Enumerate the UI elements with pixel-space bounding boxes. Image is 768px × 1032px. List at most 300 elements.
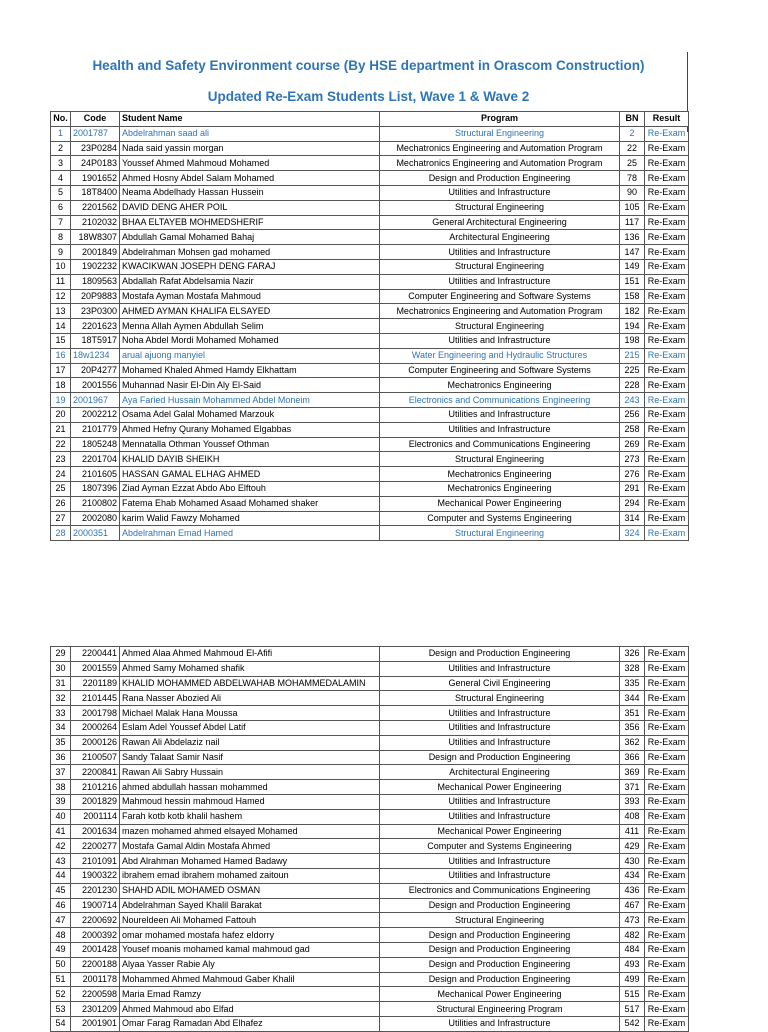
student-code-cell: 1809563 xyxy=(71,274,120,289)
row-number-cell: 28 xyxy=(51,526,71,541)
student-name-cell: Aya Faried Hussain Mohammed Abdel Moneim xyxy=(120,393,380,408)
row-number-cell: 6 xyxy=(51,200,71,215)
result-cell: Re-Exam xyxy=(645,348,689,363)
program-cell: Computer and Systems Engineering xyxy=(380,511,620,526)
result-cell: Re-Exam xyxy=(645,378,689,393)
program-cell: Mechatronics Engineering and Automation Program xyxy=(380,156,620,171)
row-number-cell: 10 xyxy=(51,259,71,274)
student-name-cell: BHAA ELTAYEB MOHMEDSHERIF xyxy=(120,215,380,230)
row-number-cell: 15 xyxy=(51,333,71,348)
student-code-cell: 2201189 xyxy=(71,676,120,691)
table-row xyxy=(51,809,689,824)
result-cell: Re-Exam xyxy=(645,839,689,854)
table-row xyxy=(51,319,689,334)
row-number-cell: 31 xyxy=(51,676,71,691)
student-name-cell: Abd Alrahman Mohamed Hamed Badawy xyxy=(120,854,380,869)
student-name-cell: Ahmed Mahmoud abo Elfad xyxy=(120,1002,380,1017)
result-cell: Re-Exam xyxy=(645,156,689,171)
row-number-cell: 14 xyxy=(51,319,71,334)
bn-number-cell: 25 xyxy=(620,156,645,171)
result-cell: Re-Exam xyxy=(645,987,689,1002)
program-cell: Utilities and Infrastructure xyxy=(380,274,620,289)
student-name-cell: Menna Allah Aymen Abdullah Selim xyxy=(120,319,380,334)
table-row xyxy=(51,957,689,972)
bn-number-cell: 326 xyxy=(620,647,645,662)
program-cell: Computer Engineering and Software Systems xyxy=(380,363,620,378)
row-number-cell: 19 xyxy=(51,393,71,408)
bn-number-cell: 147 xyxy=(620,245,645,260)
result-cell: Re-Exam xyxy=(645,913,689,928)
page-title: Health and Safety Environment course (By HSE department in Orascom Construction) xyxy=(92,58,645,73)
student-name-cell: Noureldeen Ali Mohamed Fattouh xyxy=(120,913,380,928)
program-cell: Design and Production Engineering xyxy=(380,171,620,186)
student-code-cell: 2201230 xyxy=(71,883,120,898)
program-cell: Mechatronics Engineering xyxy=(380,467,620,482)
result-cell: Re-Exam xyxy=(645,393,689,408)
bn-number-cell: 294 xyxy=(620,496,645,511)
table-row xyxy=(51,407,689,422)
bn-number-cell: 335 xyxy=(620,676,645,691)
row-number-cell: 30 xyxy=(51,661,71,676)
program-cell: Structural Engineering xyxy=(380,452,620,467)
student-name-cell: Mennatalla Othman Youssef Othman xyxy=(120,437,380,452)
row-number-cell: 2 xyxy=(51,141,71,156)
student-name-cell: ibrahem emad ibrahem mohamed zaitoun xyxy=(120,868,380,883)
bn-number-cell: 158 xyxy=(620,289,645,304)
student-name-cell: Youssef Ahmed Mahmoud Mohamed xyxy=(120,156,380,171)
result-cell: Re-Exam xyxy=(645,706,689,721)
student-code-cell: 2002080 xyxy=(71,511,120,526)
row-number-cell: 38 xyxy=(51,780,71,795)
student-name-cell: Abdallah Rafat Abdelsamia Nazir xyxy=(120,274,380,289)
table-row xyxy=(51,511,689,526)
program-cell: Mechanical Power Engineering xyxy=(380,987,620,1002)
table-row xyxy=(51,676,689,691)
table-row xyxy=(51,913,689,928)
bn-number-cell: 393 xyxy=(620,794,645,809)
bn-number-cell: 467 xyxy=(620,898,645,913)
result-cell: Re-Exam xyxy=(645,854,689,869)
student-code-cell: 18T8400 xyxy=(71,185,120,200)
student-name-cell: Abdelrahman Emad Hamed xyxy=(120,526,380,541)
row-number-cell: 21 xyxy=(51,422,71,437)
row-number-cell: 43 xyxy=(51,854,71,869)
result-cell: Re-Exam xyxy=(645,526,689,541)
table-row xyxy=(51,720,689,735)
row-number-cell: 29 xyxy=(51,647,71,662)
row-number-cell: 54 xyxy=(51,1016,71,1031)
row-number-cell: 13 xyxy=(51,304,71,319)
bn-number-cell: 344 xyxy=(620,691,645,706)
program-cell: Design and Production Engineering xyxy=(380,750,620,765)
table-header-row xyxy=(51,112,689,127)
student-name-cell: Mahmoud hessin mahmoud Hamed xyxy=(120,794,380,809)
program-cell: Computer and Systems Engineering xyxy=(380,839,620,854)
student-code-cell: 2001178 xyxy=(71,972,120,987)
student-name-cell: Abdullah Gamal Mohamed Bahaj xyxy=(120,230,380,245)
col-header-result: Result xyxy=(645,112,689,127)
student-name-cell: Neama Abdelhady Hassan Hussein xyxy=(120,185,380,200)
student-name-cell: Rawan Ali Sabry Hussain xyxy=(120,765,380,780)
row-number-cell: 37 xyxy=(51,765,71,780)
student-code-cell: 2200188 xyxy=(71,957,120,972)
student-code-cell: 2000351 xyxy=(71,526,120,541)
table-row xyxy=(51,452,689,467)
student-name-cell: Fatema Ehab Mohamed Asaad Mohamed shaker xyxy=(120,496,380,511)
student-code-cell: 23P0284 xyxy=(71,141,120,156)
student-name-cell: Abdelrahman Sayed Khalil Barakat xyxy=(120,898,380,913)
student-code-cell: 2100507 xyxy=(71,750,120,765)
row-number-cell: 11 xyxy=(51,274,71,289)
bn-number-cell: 484 xyxy=(620,942,645,957)
table-row xyxy=(51,467,689,482)
row-number-cell: 33 xyxy=(51,706,71,721)
student-code-cell: 1807396 xyxy=(71,481,120,496)
col-header-no: No. xyxy=(51,112,71,127)
row-number-cell: 18 xyxy=(51,378,71,393)
table-row xyxy=(51,883,689,898)
program-cell: Structural Engineering xyxy=(380,913,620,928)
program-cell: Utilities and Infrastructure xyxy=(380,706,620,721)
student-name-cell: Ahmed Samy Mohamed shafik xyxy=(120,661,380,676)
result-cell: Re-Exam xyxy=(645,1016,689,1031)
bn-number-cell: 436 xyxy=(620,883,645,898)
bn-number-cell: 225 xyxy=(620,363,645,378)
program-cell: Architectural Engineering xyxy=(380,765,620,780)
table-row xyxy=(51,839,689,854)
student-name-cell: Ahmed Hosny Abdel Salam Mohamed xyxy=(120,171,380,186)
row-number-cell: 20 xyxy=(51,407,71,422)
student-code-cell: 2001849 xyxy=(71,245,120,260)
student-name-cell: Eslam Adel Youssef Abdel Latif xyxy=(120,720,380,735)
program-cell: Architectural Engineering xyxy=(380,230,620,245)
student-name-cell: HASSAN GAMAL ELHAG AHMED xyxy=(120,467,380,482)
student-code-cell: 2000392 xyxy=(71,928,120,943)
table-row xyxy=(51,794,689,809)
program-cell: Utilities and Infrastructure xyxy=(380,407,620,422)
student-name-cell: omar mohamed mostafa hafez eldorry xyxy=(120,928,380,943)
student-name-cell: DAVID DENG AHER POIL xyxy=(120,200,380,215)
bn-number-cell: 22 xyxy=(620,141,645,156)
result-cell: Re-Exam xyxy=(645,319,689,334)
row-number-cell: 42 xyxy=(51,839,71,854)
table-row xyxy=(51,824,689,839)
table-row xyxy=(51,348,689,363)
col-header-program: Program xyxy=(380,112,620,127)
table-row xyxy=(51,765,689,780)
program-cell: Structural Engineering xyxy=(380,526,620,541)
program-cell: Utilities and Infrastructure xyxy=(380,794,620,809)
col-header-bn: BN xyxy=(620,112,645,127)
row-number-cell: 3 xyxy=(51,156,71,171)
table-row xyxy=(51,126,689,141)
bn-number-cell: 542 xyxy=(620,1016,645,1031)
table-row xyxy=(51,942,689,957)
program-cell: Utilities and Infrastructure xyxy=(380,422,620,437)
program-cell: Computer Engineering and Software Systems xyxy=(380,289,620,304)
program-cell: Electronics and Communications Engineering xyxy=(380,437,620,452)
student-code-cell: 2101091 xyxy=(71,854,120,869)
table-row xyxy=(51,230,689,245)
result-cell: Re-Exam xyxy=(645,928,689,943)
result-cell: Re-Exam xyxy=(645,809,689,824)
student-code-cell: 2200441 xyxy=(71,647,120,662)
program-cell: Design and Production Engineering xyxy=(380,957,620,972)
student-code-cell: 2301209 xyxy=(71,1002,120,1017)
row-number-cell: 26 xyxy=(51,496,71,511)
bn-number-cell: 324 xyxy=(620,526,645,541)
table-row xyxy=(51,735,689,750)
student-name-cell: Mostafa Gamal Aldin Mostafa Ahmed xyxy=(120,839,380,854)
program-cell: Utilities and Infrastructure xyxy=(380,868,620,883)
row-number-cell: 27 xyxy=(51,511,71,526)
program-cell: Structural Engineering xyxy=(380,126,620,141)
student-name-cell: Ahmed Alaa Ahmed Mahmoud El-Afifi xyxy=(120,647,380,662)
table-row xyxy=(51,304,689,319)
bn-number-cell: 430 xyxy=(620,854,645,869)
bn-number-cell: 117 xyxy=(620,215,645,230)
bn-number-cell: 493 xyxy=(620,957,645,972)
table-row xyxy=(51,750,689,765)
bn-number-cell: 366 xyxy=(620,750,645,765)
result-cell: Re-Exam xyxy=(645,735,689,750)
bn-number-cell: 273 xyxy=(620,452,645,467)
bn-number-cell: 429 xyxy=(620,839,645,854)
table-row xyxy=(51,259,689,274)
result-cell: Re-Exam xyxy=(645,661,689,676)
page-subtitle: Updated Re-Exam Students List, Wave 1 & Wave 2 xyxy=(207,89,530,104)
student-code-cell: 2200277 xyxy=(71,839,120,854)
student-name-cell: Osama Adel Galal Mohamed Marzouk xyxy=(120,407,380,422)
bn-number-cell: 411 xyxy=(620,824,645,839)
student-name-cell: Nada said yassin morgan xyxy=(120,141,380,156)
student-name-cell: Mohammed Ahmed Mahmoud Gaber Khalil xyxy=(120,972,380,987)
bn-number-cell: 369 xyxy=(620,765,645,780)
table-row xyxy=(51,215,689,230)
program-cell: Design and Production Engineering xyxy=(380,972,620,987)
result-cell: Re-Exam xyxy=(645,647,689,662)
student-code-cell: 2001559 xyxy=(71,661,120,676)
result-cell: Re-Exam xyxy=(645,185,689,200)
program-cell: Utilities and Infrastructure xyxy=(380,185,620,200)
program-cell: Design and Production Engineering xyxy=(380,898,620,913)
student-code-cell: 1805248 xyxy=(71,437,120,452)
row-number-cell: 45 xyxy=(51,883,71,898)
bn-number-cell: 362 xyxy=(620,735,645,750)
student-name-cell: Michael Malak Hana Moussa xyxy=(120,706,380,721)
student-code-cell: 18W8307 xyxy=(71,230,120,245)
program-cell: Mechatronics Engineering xyxy=(380,481,620,496)
table-row xyxy=(51,185,689,200)
row-number-cell: 5 xyxy=(51,185,71,200)
table-row xyxy=(51,200,689,215)
student-code-cell: 2000264 xyxy=(71,720,120,735)
row-number-cell: 49 xyxy=(51,942,71,957)
table-row xyxy=(51,868,689,883)
table-row xyxy=(51,289,689,304)
bn-number-cell: 351 xyxy=(620,706,645,721)
student-code-cell: 20P9883 xyxy=(71,289,120,304)
student-name-cell: AHMED AYMAN KHALIFA ELSAYED xyxy=(120,304,380,319)
bn-number-cell: 328 xyxy=(620,661,645,676)
result-cell: Re-Exam xyxy=(645,824,689,839)
program-cell: General Civil Engineering xyxy=(380,676,620,691)
student-name-cell: Ahmed Hefny Qurany Mohamed Elgabbas xyxy=(120,422,380,437)
student-code-cell: 2201623 xyxy=(71,319,120,334)
bn-number-cell: 276 xyxy=(620,467,645,482)
program-cell: Structural Engineering Program xyxy=(380,1002,620,1017)
bn-number-cell: 291 xyxy=(620,481,645,496)
result-cell: Re-Exam xyxy=(645,883,689,898)
bn-number-cell: 78 xyxy=(620,171,645,186)
bn-number-cell: 228 xyxy=(620,378,645,393)
bn-number-cell: 198 xyxy=(620,333,645,348)
student-code-cell: 1900714 xyxy=(71,898,120,913)
program-cell: Utilities and Infrastructure xyxy=(380,735,620,750)
row-number-cell: 17 xyxy=(51,363,71,378)
row-number-cell: 34 xyxy=(51,720,71,735)
result-cell: Re-Exam xyxy=(645,942,689,957)
row-number-cell: 47 xyxy=(51,913,71,928)
bn-number-cell: 408 xyxy=(620,809,645,824)
student-code-cell: 2101216 xyxy=(71,780,120,795)
program-cell: Utilities and Infrastructure xyxy=(380,720,620,735)
student-code-cell: 18T5917 xyxy=(71,333,120,348)
student-code-cell: 20P4277 xyxy=(71,363,120,378)
result-cell: Re-Exam xyxy=(645,957,689,972)
row-number-cell: 40 xyxy=(51,809,71,824)
program-cell: Design and Production Engineering xyxy=(380,647,620,662)
table-row xyxy=(51,496,689,511)
row-number-cell: 35 xyxy=(51,735,71,750)
student-code-cell: 1901652 xyxy=(71,171,120,186)
table-row xyxy=(51,987,689,1002)
program-cell: Design and Production Engineering xyxy=(380,928,620,943)
program-cell: Utilities and Infrastructure xyxy=(380,245,620,260)
program-cell: Utilities and Infrastructure xyxy=(380,809,620,824)
row-number-cell: 36 xyxy=(51,750,71,765)
program-cell: Electronics and Communications Engineering xyxy=(380,883,620,898)
bn-number-cell: 434 xyxy=(620,868,645,883)
student-name-cell: Yousef moanis mohamed kamal mahmoud gad xyxy=(120,942,380,957)
table-row xyxy=(51,1002,689,1017)
result-cell: Re-Exam xyxy=(645,868,689,883)
student-name-cell: ahmed abdullah hassan mohammed xyxy=(120,780,380,795)
result-cell: Re-Exam xyxy=(645,274,689,289)
table-row xyxy=(51,393,689,408)
row-number-cell: 25 xyxy=(51,481,71,496)
result-cell: Re-Exam xyxy=(645,259,689,274)
student-code-cell: 23P0300 xyxy=(71,304,120,319)
student-name-cell: Noha Abdel Mordi Mohamed Mohamed xyxy=(120,333,380,348)
table-row xyxy=(51,691,689,706)
result-cell: Re-Exam xyxy=(645,496,689,511)
student-name-cell: KWACIKWAN JOSEPH DENG FARAJ xyxy=(120,259,380,274)
student-name-cell: Maria Emad Ramzy xyxy=(120,987,380,1002)
result-cell: Re-Exam xyxy=(645,333,689,348)
result-cell: Re-Exam xyxy=(645,898,689,913)
table-row xyxy=(51,928,689,943)
row-number-cell: 32 xyxy=(51,691,71,706)
student-name-cell: Abdelrahman Mohsen gad mohamed xyxy=(120,245,380,260)
result-cell: Re-Exam xyxy=(645,1002,689,1017)
row-number-cell: 8 xyxy=(51,230,71,245)
student-name-cell: Mohamed Khaled Ahmed Hamdy Elkhattam xyxy=(120,363,380,378)
table-row xyxy=(51,333,689,348)
student-code-cell: 2201704 xyxy=(71,452,120,467)
program-cell: Mechatronics Engineering xyxy=(380,378,620,393)
bn-number-cell: 473 xyxy=(620,913,645,928)
row-number-cell: 50 xyxy=(51,957,71,972)
bn-number-cell: 499 xyxy=(620,972,645,987)
table-row xyxy=(51,437,689,452)
row-number-cell: 51 xyxy=(51,972,71,987)
result-cell: Re-Exam xyxy=(645,422,689,437)
row-number-cell: 52 xyxy=(51,987,71,1002)
table-row xyxy=(51,661,689,676)
bn-number-cell: 151 xyxy=(620,274,645,289)
table-row xyxy=(51,274,689,289)
student-name-cell: Omar Farag Ramadan Abd Elhafez xyxy=(120,1016,380,1031)
table-row xyxy=(51,363,689,378)
result-cell: Re-Exam xyxy=(645,215,689,230)
result-cell: Re-Exam xyxy=(645,511,689,526)
result-cell: Re-Exam xyxy=(645,765,689,780)
col-header-code: Code xyxy=(71,112,120,127)
program-cell: Utilities and Infrastructure xyxy=(380,333,620,348)
row-number-cell: 23 xyxy=(51,452,71,467)
bn-number-cell: 105 xyxy=(620,200,645,215)
bn-number-cell: 149 xyxy=(620,259,645,274)
result-cell: Re-Exam xyxy=(645,407,689,422)
program-cell: Water Engineering and Hydraulic Structures xyxy=(380,348,620,363)
program-cell: Structural Engineering xyxy=(380,691,620,706)
row-number-cell: 7 xyxy=(51,215,71,230)
result-cell: Re-Exam xyxy=(645,289,689,304)
bn-number-cell: 371 xyxy=(620,780,645,795)
student-code-cell: 2200692 xyxy=(71,913,120,928)
row-number-cell: 46 xyxy=(51,898,71,913)
bn-number-cell: 356 xyxy=(620,720,645,735)
row-number-cell: 24 xyxy=(51,467,71,482)
program-cell: Structural Engineering xyxy=(380,319,620,334)
student-code-cell: 2101779 xyxy=(71,422,120,437)
result-cell: Re-Exam xyxy=(645,141,689,156)
program-cell: Mechatronics Engineering and Automation Program xyxy=(380,141,620,156)
student-name-cell: KHALID DAYIB SHEIKH xyxy=(120,452,380,467)
row-number-cell: 48 xyxy=(51,928,71,943)
table-row xyxy=(51,706,689,721)
student-name-cell: KHALID MOHAMMED ABDELWAHAB MOHAMMEDALAMIN xyxy=(120,676,380,691)
result-cell: Re-Exam xyxy=(645,467,689,482)
student-code-cell: 18w1234 xyxy=(71,348,120,363)
table-row xyxy=(51,156,689,171)
student-name-cell: Sandy Talaat Samir Nasif xyxy=(120,750,380,765)
result-cell: Re-Exam xyxy=(645,363,689,378)
result-cell: Re-Exam xyxy=(645,780,689,795)
student-code-cell: 2001428 xyxy=(71,942,120,957)
row-number-cell: 53 xyxy=(51,1002,71,1017)
student-name-cell: Farah kotb kotb khalil hashem xyxy=(120,809,380,824)
program-cell: General Architectural Engineering xyxy=(380,215,620,230)
student-code-cell: 2200598 xyxy=(71,987,120,1002)
table-row xyxy=(51,972,689,987)
result-cell: Re-Exam xyxy=(645,720,689,735)
bn-number-cell: 243 xyxy=(620,393,645,408)
student-code-cell: 24P0183 xyxy=(71,156,120,171)
student-name-cell: Ziad Ayman Ezzat Abdo Abo Elftouh xyxy=(120,481,380,496)
row-number-cell: 12 xyxy=(51,289,71,304)
